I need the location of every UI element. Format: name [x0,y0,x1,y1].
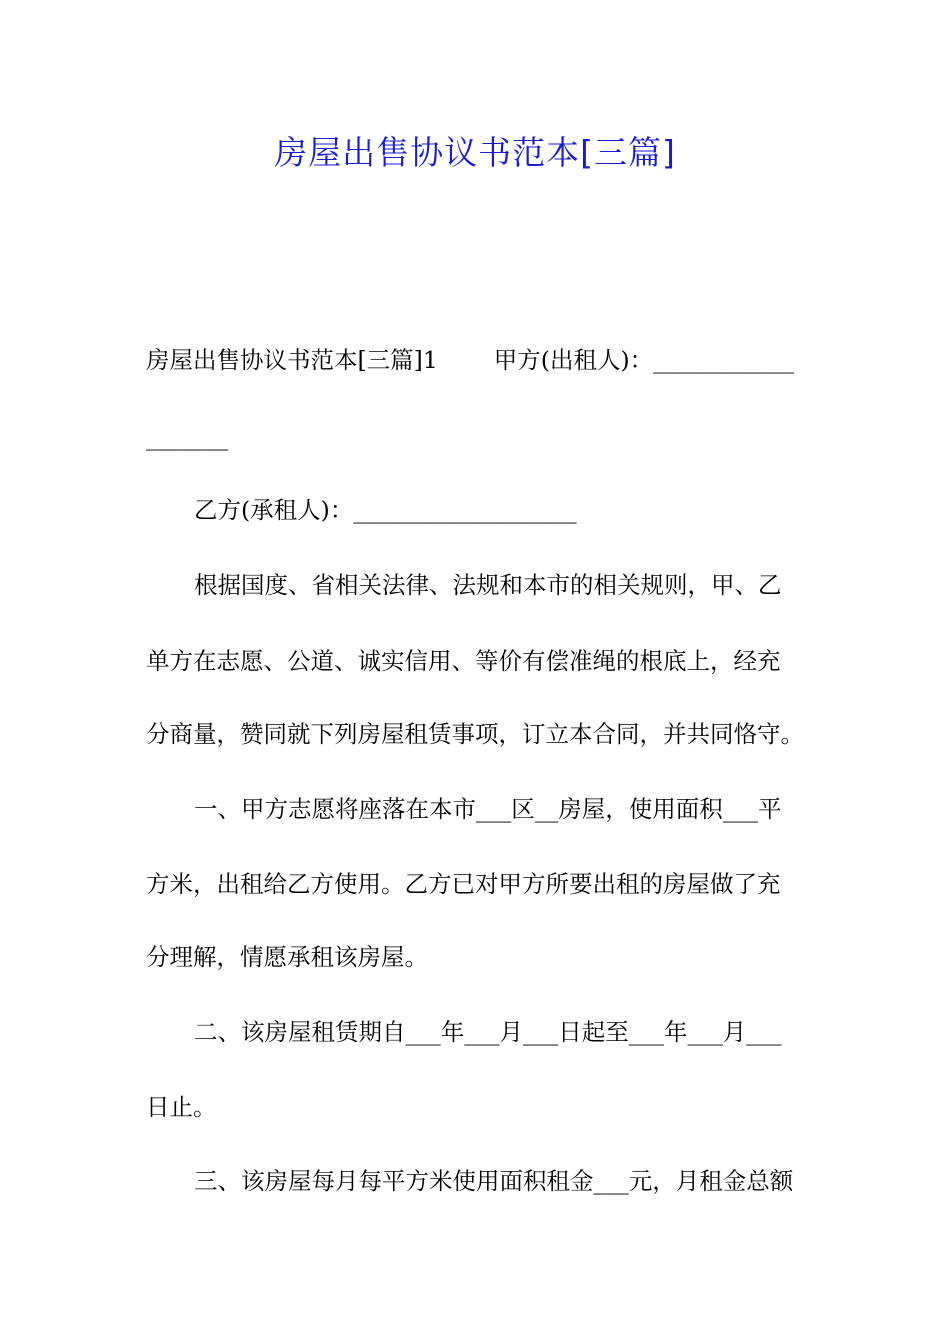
paragraph-line-8: 方米，出租给乙方使用。乙方已对甲方所要出租的房屋做了充 [146,870,781,898]
paragraph-line-7: 一、甲方志愿将座落在本市___区__房屋，使用面积___平 [194,795,782,823]
paragraph-line-9: 分理解，情愿承租该房屋。 [146,943,428,971]
party-b-line: 乙方(承租人)：___________________ [194,496,577,524]
paragraph-line-2: _______ [146,423,229,451]
paragraph-line-11: 日止。 [146,1093,217,1121]
doc-heading-inline: 房屋出售协议书范本[三篇]1 [146,346,438,374]
paragraph-line-1 [146,345,794,375]
paragraph-line-12: 三、该房屋每月每平方米使用面积租金___元，月租金总额 [194,1167,794,1195]
paragraph-line-10: 二、该房屋租赁期自___年___月___日起至___年___月___ [194,1018,782,1046]
party-a-field: 甲方(出租人)：____________ [493,346,795,374]
paragraph-line-5: 单方在志愿、公道、诚实信用、等价有偿准绳的根底上，经充 [146,647,781,675]
document-title: 房屋出售协议书范本[三篇] [274,133,676,172]
paragraph-line-4: 根据国度、省相关法律、法规和本市的相关规则，甲、乙 [194,571,782,599]
paragraph-line-6: 分商量，赞同就下列房屋租赁事项，订立本合同，并共同恪守。 [146,720,804,748]
